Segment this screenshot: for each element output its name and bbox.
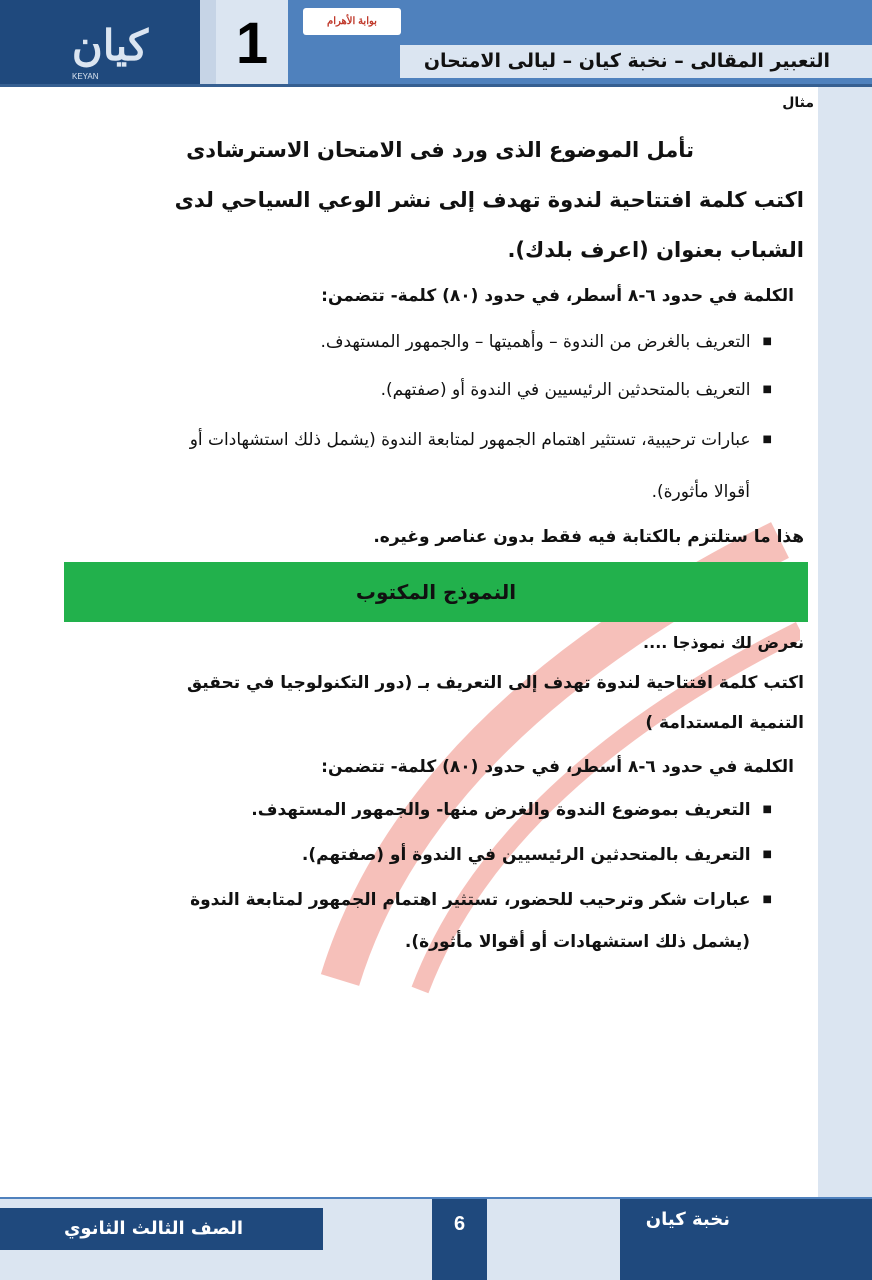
section-title-banner — [64, 562, 808, 622]
prompt-line-2: الشباب بعنوان (اعرف بلدك). — [507, 238, 804, 262]
model-constraint: الكلمة في حدود ٦-٨ أسطر، في حدود (٨٠) كلمة- تتضمن: — [321, 757, 794, 777]
model-prompt-line-1: اكتب كلمة افتتاحية لندوة تهدف إلى التعريف بـ (دور التكنولوجيا في تحقيق — [186, 673, 804, 693]
model-prompt-line-2: التنمية المستدامة ) — [645, 713, 804, 733]
header-divider — [200, 0, 216, 86]
model-bullet-item: ■ التعريف بالمتحدثين الرئيسيين في الندوة أو (صفتهم). — [302, 845, 772, 865]
bullet-item: ■ التعريف بالمتحدثين الرئيسيين في الندوة أو (صفتهم). — [381, 380, 772, 400]
logo-text: كيان — [71, 21, 149, 70]
logo-subtext: KEYAN — [72, 72, 99, 81]
section-title: النموذج المكتوب — [355, 580, 517, 604]
model-intro: نعرض لك نموذجا .... — [643, 633, 804, 652]
bullet-item: ■ عبارات ترحيبية، تستثير اهتمام الجمهور لمتابعة الندوة (يشمل ذلك استشهادات أو — [190, 430, 772, 450]
header-rule — [0, 84, 872, 87]
page-title: التعبير المقالى – نخبة كيان – ليالى الامتحان — [400, 45, 872, 78]
chapter-number: 1 — [216, 0, 288, 86]
page-number: 6 — [432, 1199, 487, 1280]
model-bullet-item: ■ عبارات شكر وترحيب للحضور، تستثير اهتمام الجمهور لمتابعة الندوة — [190, 890, 772, 910]
model-bullet-continuation: (يشمل ذلك استشهادات أو أقوالا مأثورة). — [404, 932, 750, 952]
bullet-item: ■ التعريف بالغرض من الندوة – وأهميتها – والجمهور المستهدف. — [320, 332, 772, 352]
prompt-line-1: اكتب كلمة افتتاحية لندوة تهدف إلى نشر الوعي السياحي لدى — [174, 188, 804, 212]
footer-brand: نخبة كيان — [620, 1199, 872, 1280]
bullet-continuation: أقوالا مأثورة). — [651, 482, 750, 502]
model-bullet-item: ■ التعريف بموضوع الندوة والغرض منها- والجمهور المستهدف. — [251, 800, 772, 820]
footer-grade: الصف الثالث الثانوي — [0, 1208, 323, 1250]
side-margin-strip — [818, 87, 872, 1197]
keyan-logo — [60, 18, 160, 82]
heading: تأمل الموضوع الذى ورد فى الامتحان الاسترشادى — [186, 138, 694, 162]
constraint: الكلمة في حدود ٦-٨ أسطر، في حدود (٨٠) كلمة- تتضمن: — [321, 286, 794, 306]
publisher-badge: بوابة الأهرام — [303, 8, 401, 35]
example-label: مثال — [782, 95, 814, 111]
note: هذا ما ستلتزم بالكتابة فيه فقط بدون عناصر وغيره. — [373, 527, 804, 547]
